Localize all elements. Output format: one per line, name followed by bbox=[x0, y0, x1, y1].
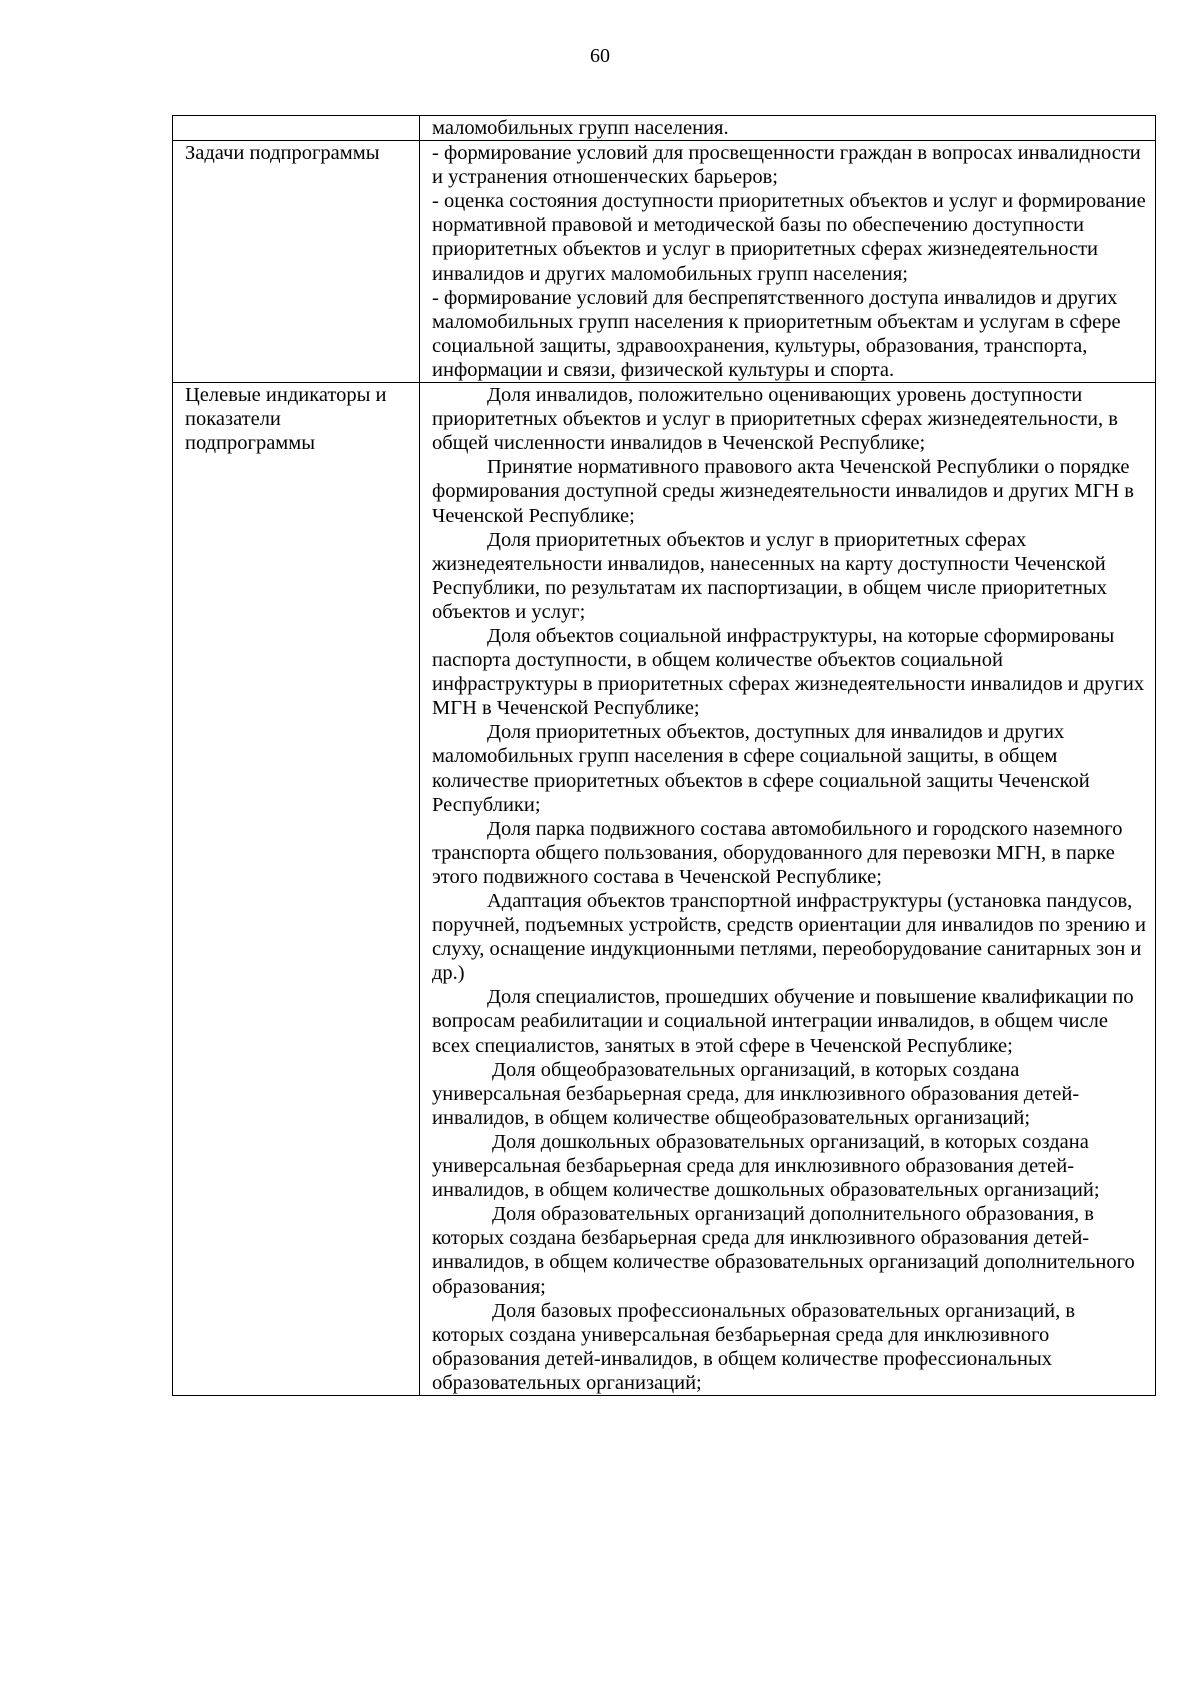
paragraph: Доля образовательных организаций дополнительного образования, в которых создана безбарьерная среда для инклюзивного образования детей-инвалидов, в общем количестве образовательных организаций дополнительного образования; bbox=[432, 1203, 1135, 1298]
row-label-cell bbox=[173, 116, 420, 141]
paragraph: Доля инвалидов, положительно оценивающих уровень доступности приоритетных объектов и услуг в приоритетных сферах жизнедеятельности, в общей численности инвалидов в Чеченской Республике; bbox=[432, 384, 1118, 455]
paragraph: Доля парка подвижного состава автомобильного и городского наземного транспорта общего пользования, оборудованного для перевозки МГН, в парке этого подвижного состава в Чеченской Республике; bbox=[432, 817, 1123, 888]
paragraph: Доля объектов социальной инфраструктуры, на которые сформированы паспорта доступности, в общем количестве объектов социальной инфраструктуры в приоритетных сферах жизнедеятельности инвалидов и других МГН в Чеченской Республике; bbox=[432, 624, 1145, 720]
paragraph: Адаптация объектов транспортной инфраструктуры (установка пандусов, поручней, подъемных устройств, средств ориентации для инвалидов по зрению и слуху, оснащение индукционными петлями, переоборудование санитарных зон и др.) bbox=[432, 890, 1146, 985]
row-content-cell bbox=[420, 116, 1156, 141]
table-row bbox=[173, 116, 1156, 141]
paragraph: Принятие нормативного правового акта Чеченской Республики о порядке формирования доступной среды жизнедеятельности инвалидов и других МГН в Чеченской Республике; bbox=[432, 456, 1134, 527]
row-label-cell: Задачи подпрограммы bbox=[173, 141, 420, 383]
paragraph: - оценка состояния доступности приоритетных объектов и услуг и формирование нормативной правовой и методической базы по обеспечению доступности приоритетных объектов и услуг в приоритетных сферах жизнедеятельности инвалидов и других маломобильных групп населения; bbox=[432, 190, 1146, 285]
paragraph: Доля общеобразовательных организаций, в которых создана универсальная безбарьерная среда, для инклюзивного образования детей-инвалидов, в общем количестве общеобразовательных организаций; bbox=[432, 1058, 1080, 1129]
paragraph: Доля дошкольных образовательных организаций, в которых создана универсальная безбарьерная среда для инклюзивного образования детей-инвалидов, в общем количестве дошкольных образовательных организаций; bbox=[432, 1130, 1100, 1202]
row-content-cell bbox=[420, 383, 1156, 1396]
paragraph: маломобильных групп населения. bbox=[432, 117, 729, 139]
row-label-cell: Целевые индикаторы и показатели подпрограммы bbox=[173, 383, 420, 1396]
paragraph: - формирование условий для просвещенности граждан в вопросах инвалидности и устранения отношенческих барьеров; bbox=[432, 142, 1141, 189]
table-row bbox=[173, 141, 1156, 383]
paragraph: Доля специалистов, прошедших обучение и повышение квалификации по вопросам реабилитации и социальной интеграции инвалидов, в общем числе всех специалистов, занятых в этой сфере в Чеченской Республике; bbox=[432, 986, 1134, 1057]
paragraph: Доля базовых профессиональных образовательных организаций, в которых создана универсальная безбарьерная среда для инклюзивного образования детей-инвалидов, в общем количестве профессиональных образовательных организаций; bbox=[432, 1299, 1076, 1394]
page-number: 60 bbox=[590, 45, 610, 67]
paragraph: Доля приоритетных объектов и услуг в приоритетных сферах жизнедеятельности инвалидов, нанесенных на карту доступности Чеченской Республики, по результатам их паспортизации, в общем числе приоритетных объектов и услуг; bbox=[432, 528, 1108, 623]
subprogram-passport-table bbox=[172, 115, 1156, 1396]
row-content-cell bbox=[420, 141, 1156, 383]
table-row bbox=[173, 383, 1156, 1396]
paragraph: - формирование условий для беспрепятственного доступа инвалидов и других маломобильных групп населения к приоритетным объектам и услугам в сфере социальной защиты, здравоохранения, культуры, образования, транспорта, информации и связи, физической культуры и спорта. bbox=[432, 286, 1121, 381]
paragraph: Доля приоритетных объектов, доступных для инвалидов и других маломобильных групп населения в сфере социальной защиты, в общем количестве приоритетных объектов в сфере социальной защиты Чеченской Республики; bbox=[432, 721, 1090, 816]
